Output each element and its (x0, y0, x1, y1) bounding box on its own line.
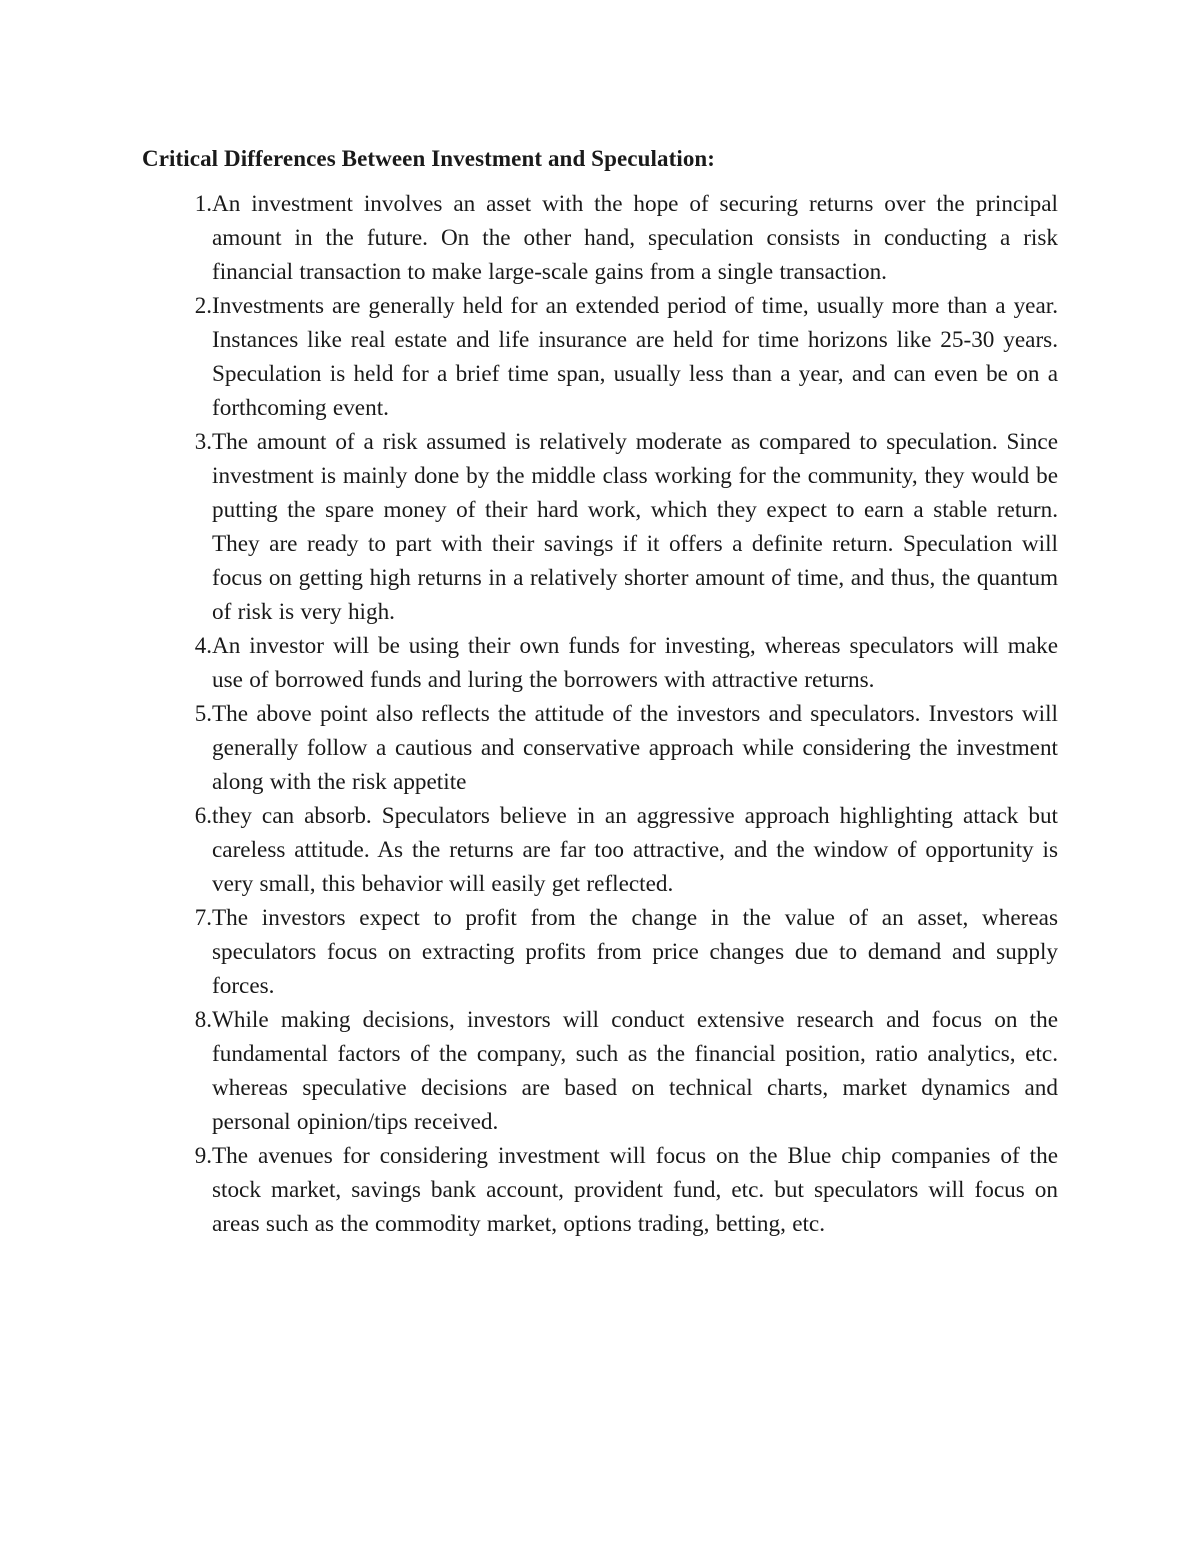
list-item-text: The above point also reflects the attitude of the investors and speculators. Investors will generally follow a cautious and conservative approach while considering the investment along with the risk appetite (212, 701, 1058, 795)
list-item (142, 187, 1058, 289)
list-item-number: 1. (194, 191, 212, 216)
list-item (142, 799, 1058, 901)
document-content (142, 143, 1058, 1241)
list-item-text: The investors expect to profit from the change in the value of an asset, whereas speculators focus on extracting profits from price changes due to demand and supply forces. (212, 905, 1058, 999)
list-item-number: 3. (194, 429, 212, 454)
list-item-number: 5. (194, 701, 212, 726)
list-item-number: 6. (194, 803, 212, 828)
list-item (142, 1003, 1058, 1139)
list-item-text: While making decisions, investors will conduct extensive research and focus on the fundamental factors of the company, such as the financial position, ratio analytics, etc. whereas speculative decisions are based on technical charts, market dynamics and personal opinion/tips received. (212, 1007, 1058, 1135)
list-item-text: The amount of a risk assumed is relatively moderate as compared to speculation. Since investment is mainly done by the middle class working for the community, they would be putting the spare money of their hard work, which they expect to earn a stable return. They are ready to part with their savings if it offers a definite return. Speculation will focus on getting high returns in a relatively shorter amount of time, and thus, the quantum of risk is very high. (212, 429, 1058, 625)
list-item (142, 901, 1058, 1003)
list-item-text: An investor will be using their own funds for investing, whereas speculators will make use of borrowed funds and luring the borrowers with attractive returns. (212, 633, 1058, 693)
list-item-number: 8. (194, 1007, 212, 1032)
list-item (142, 1139, 1058, 1241)
list-item-text: The avenues for considering investment will focus on the Blue chip companies of the stock market, savings bank account, provident fund, etc. but speculators will focus on areas such as the commodity market, options trading, betting, etc. (212, 1143, 1058, 1237)
list-item-text: they can absorb. Speculators believe in an aggressive approach highlighting attack but careless attitude. As the returns are far too attractive, and the window of opportunity is very small, this behavior will easily get reflected. (212, 803, 1058, 897)
list-item-number: 7. (194, 905, 212, 930)
list-item (142, 629, 1058, 697)
list-item (142, 289, 1058, 425)
list-item-number: 2. (194, 293, 212, 318)
list-item (142, 425, 1058, 629)
list-item-text: Investments are generally held for an extended period of time, usually more than a year. Instances like real estate and life insurance are held for time horizons like 25-30 years. Speculation is held for a brief time span, usually less than a year, and can even be on a forthcoming event. (212, 293, 1058, 421)
list-item-number: 9. (194, 1143, 212, 1168)
document-title: Critical Differences Between Investment and Speculation: (142, 146, 716, 171)
differences-list (142, 187, 1058, 1241)
list-item-text: An investment involves an asset with the hope of securing returns over the principal amount in the future. On the other hand, speculation consists in conducting a risk financial transaction to make large-scale gains from a single transaction. (212, 191, 1058, 285)
list-item-number: 4. (194, 633, 212, 658)
list-item (142, 697, 1058, 799)
